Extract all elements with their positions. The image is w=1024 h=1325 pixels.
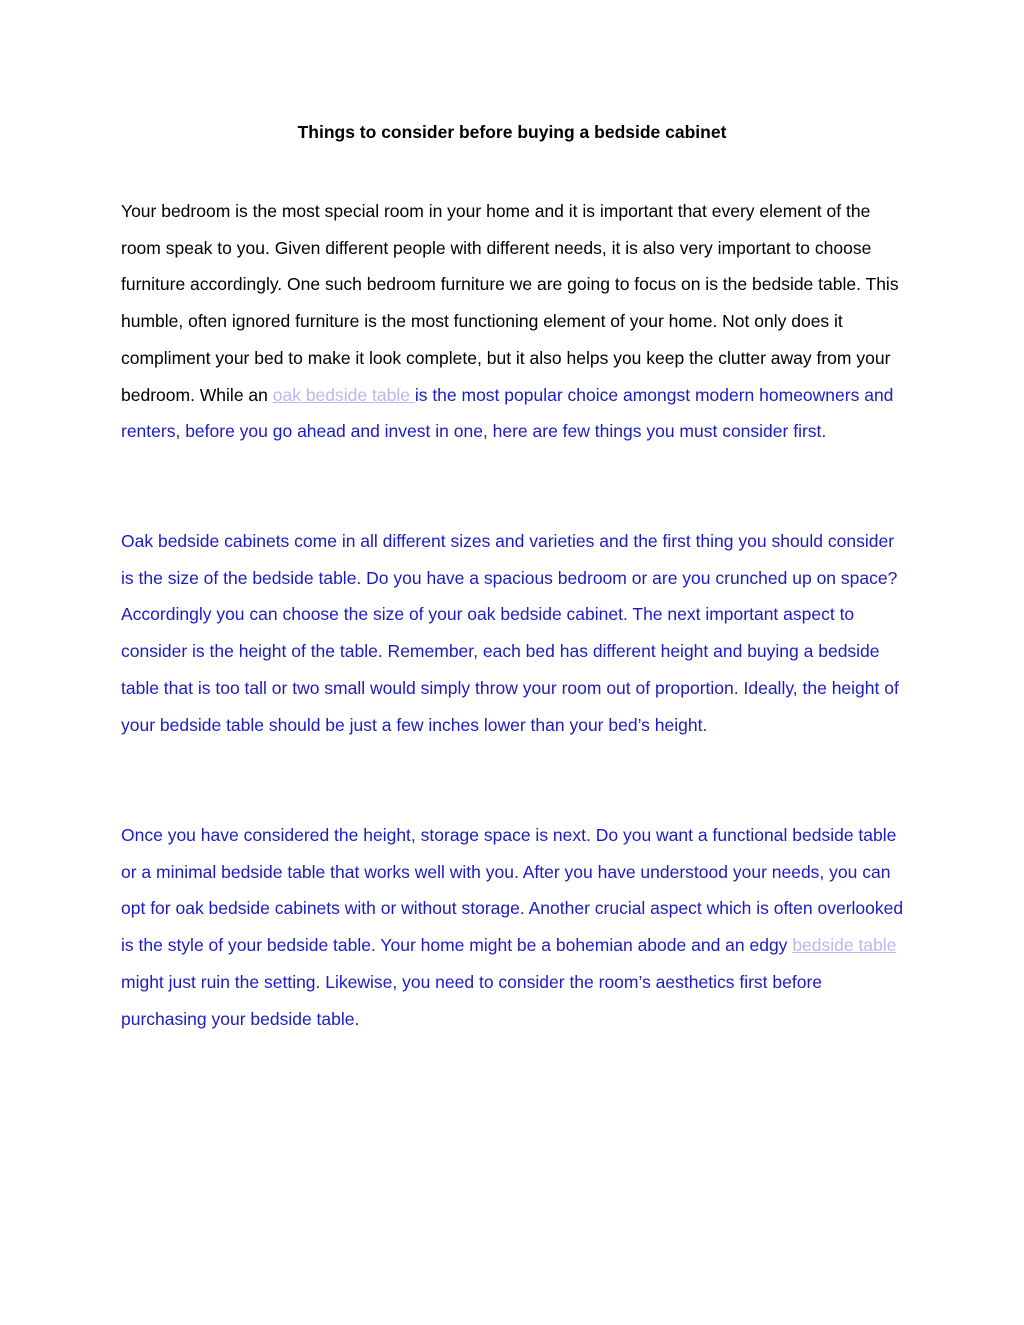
paragraph-storage-continuation: might just ruin the setting. Likewise, you need to consider the room’s aesthetics first before purchasing your bedside table. xyxy=(121,971,823,1029)
paragraph-storage-text: Once you have considered the height, storage space is next. Do you want a functional bedside table or a minimal bedside table that works well with you. After you have understood your needs, you can opt for oak bedside cabinets with or without storage. Another crucial aspect which is often overlooked is the style of your bedside table. Your home might be a bohemian abode and an edgy xyxy=(121,825,904,956)
paragraph-size: Oak bedside cabinets come in all different sizes and varieties and the first thing you should consider is the size of the bedside table. Do you have a spacious bedroom or are you crunched up on space? Accordingly you can choose the size of your oak bedside cabinet. The next important aspect to consider is the height of the table. Remember, each bed has different height and buying a bedside table that is too tall or two small would simply throw your room out of proportion. Ideally, the height of your bedside table should be just a few inches lower than your bed’s height. xyxy=(121,531,899,735)
document-title: Things to consider before buying a bedside cabinet xyxy=(297,122,727,142)
paragraph-intro-continuation: is the most popular choice amongst modern homeowners and renters, before you go ahead and invest in one, here are few things you must consider first. xyxy=(121,384,894,442)
paragraph-intro-text: Your bedroom is the most special room in your home and it is important that every element of the room speak to you. Given different people with different needs, it is also very important to choose furniture accordingly. One such bedroom furniture we are going to focus on is the bedside table. This humble, often ignored furniture is the most functioning element of your home. Not only does it compliment your bed to make it look complete, but it also helps you keep the clutter away from your bedroom. While an xyxy=(121,201,899,405)
paragraph-storage xyxy=(121,817,906,1037)
bedside-table-link[interactable]: bedside table xyxy=(792,935,897,956)
paragraph-intro xyxy=(121,193,906,450)
oak-bedside-table-link[interactable]: oak bedside table xyxy=(272,384,415,405)
